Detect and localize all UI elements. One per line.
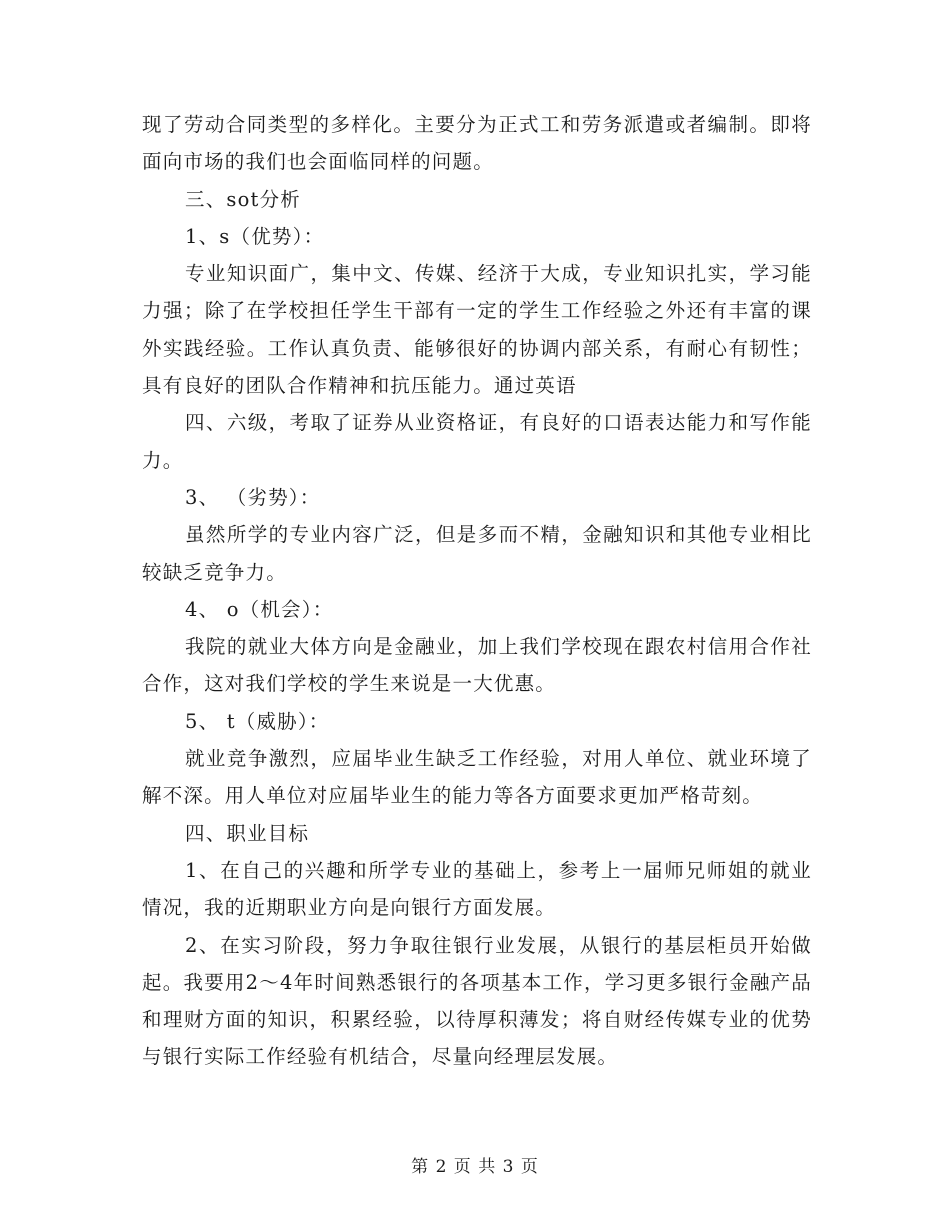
paragraph-continuation: 现了劳动合同类型的多样化。主要分为正式工和劳务派遣或者编制。即将面向市场的我们也会面临同样的问题。 bbox=[142, 113, 812, 174]
paragraph-threats: 就业竞争激烈，应届毕业生缺乏工作经验，对用人单位、就业环境了解不深。用人单位对应届毕业生的能力等各方面要求更加严格苛刻。 bbox=[142, 747, 812, 808]
subheading-strengths: 1、s（优势）： bbox=[185, 224, 325, 248]
page-number-footer: 第 2 页 共 3 页 bbox=[411, 1157, 539, 1177]
paragraph-strengths: 专业知识面广，集中文、传媒、经济于大成，专业知识扎实，学习能力强；除了在学校担任学生干部有一定的学生工作经验之外还有丰富的课外实践经验。工作认真负责、能够很好的协调内部关系，有耐心有韧性；具有良好的团队合作精神和抗压能力。通过英语 bbox=[142, 262, 812, 398]
subheading-threats: 5、 t（威胁）： bbox=[185, 709, 330, 733]
paragraph-strengths-cont: 四、六级，考取了证券从业资格证，有良好的口语表达能力和写作能力。 bbox=[142, 411, 812, 472]
paragraph-opportunities: 我院的就业大体方向是金融业，加上我们学校现在跟农村信用合作社合作，这对我们学校的学生来说是一大优惠。 bbox=[142, 635, 812, 696]
paragraph-weaknesses: 虽然所学的专业内容广泛，但是多而不精，金融知识和其他专业相比较缺乏竞争力。 bbox=[142, 523, 812, 584]
document-body bbox=[142, 106, 812, 1076]
paragraph-goal-2: 2、在实习阶段，努力争取往银行业发展，从银行的基层柜员开始做起。我要用2～4年时间熟悉银行的各项基本工作，学习更多银行金融产品和理财方面的知识，积累经验，以待厚积薄发；将自财经传媒专业的优势与银行实际工作经验有机结合，尽量向经理层发展。 bbox=[142, 933, 812, 1069]
heading-swot-analysis: 三、sot分析 bbox=[185, 187, 301, 211]
heading-career-goals: 四、职业目标 bbox=[185, 821, 310, 845]
subheading-weaknesses: 3、 （劣势）： bbox=[185, 485, 321, 509]
paragraph-goal-1: 1、在自己的兴趣和所学专业的基础上，参考上一届师兄师姐的就业情况，我的近期职业方向是向银行方面发展。 bbox=[142, 858, 812, 920]
subheading-opportunities: 4、 o（机会）： bbox=[185, 597, 334, 621]
